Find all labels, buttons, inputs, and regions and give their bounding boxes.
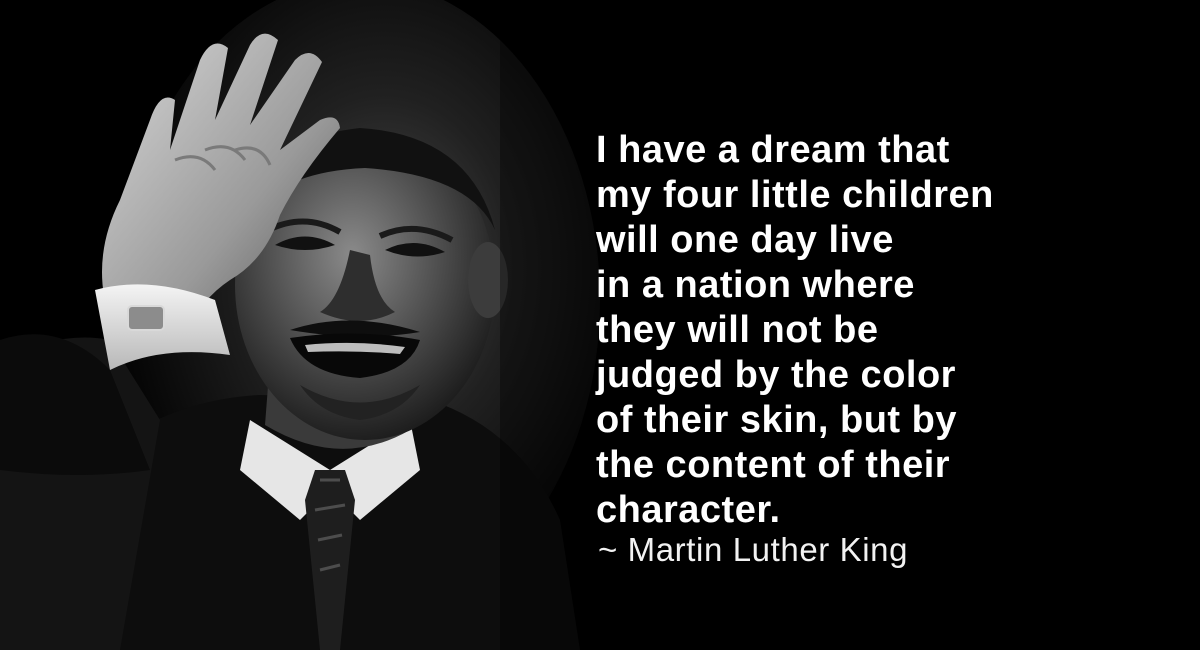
quote-text: [596, 128, 1196, 533]
quote-line: they will not be: [596, 309, 879, 351]
quote-attribution: ~ Martin Luther King: [598, 531, 909, 568]
quote-line: will one day live: [596, 219, 894, 261]
quote-line: the content of their: [596, 444, 951, 486]
quote-line: in a nation where: [596, 264, 915, 306]
quote-line: of their skin, but by: [596, 399, 957, 441]
quote-line: judged by the color: [596, 354, 956, 396]
cufflink: [128, 306, 164, 330]
quote-line: I have a dream that: [596, 129, 950, 171]
quote-line: character.: [596, 489, 781, 531]
quote-line: my four little children: [596, 174, 994, 216]
